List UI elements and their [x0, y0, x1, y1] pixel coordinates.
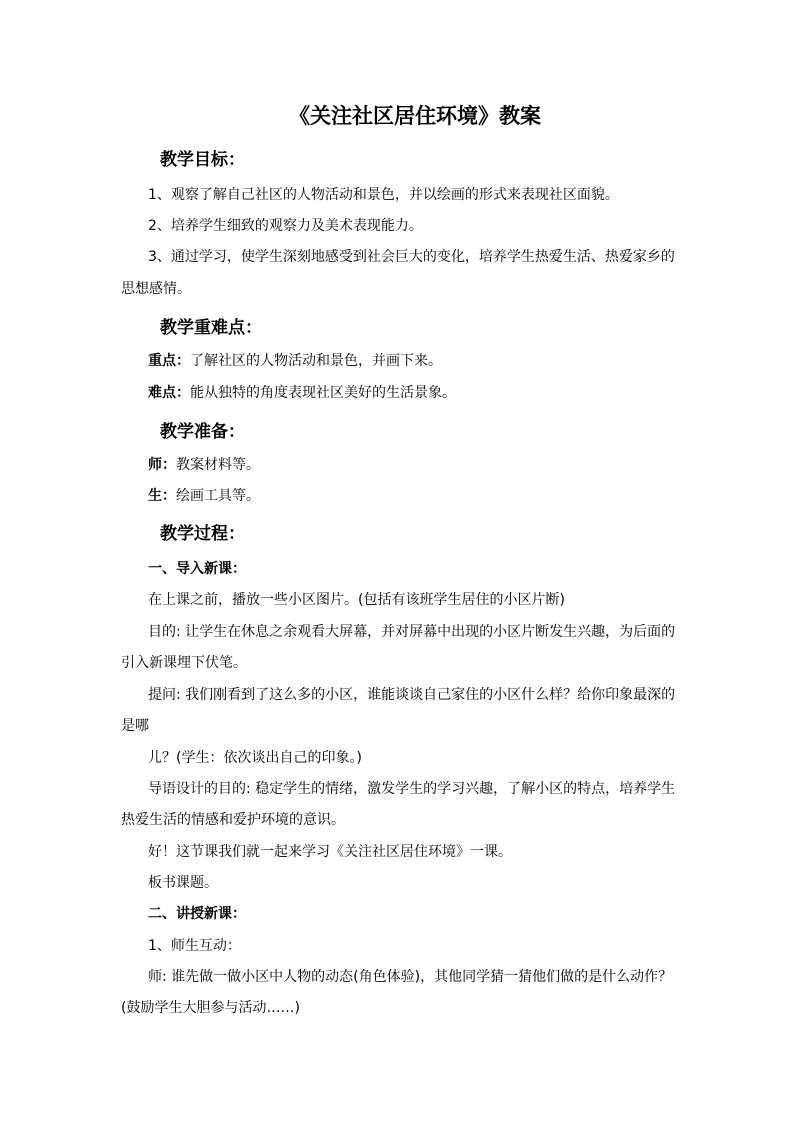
process-paragraph-5: 好！这节课我们就一起来学习《关注社区居住环境》一课。	[148, 844, 512, 860]
difficulty-label: 难点：	[148, 385, 190, 401]
sub-heading-1: 1、师生互动：	[148, 938, 241, 954]
process-paragraph-6: 板书课题。	[148, 875, 218, 891]
focus-line	[148, 351, 442, 371]
key-points-heading: 教学重难点：	[160, 318, 262, 338]
process-paragraph-4-line-2: 热爱生活的情感和爱护环境的意识。	[121, 812, 345, 828]
objective-item-2: 2、培养学生细致的观察力及美术表现能力。	[148, 218, 423, 234]
process-paragraph-7-line-1: 师: 谁先做一做小区中人物的动态(角色体验)，其他同学猜一猜他们做的是什么动作？	[148, 969, 673, 985]
process-paragraph-3-line-3: 儿？(学生：依次谈出自己的印象。)	[148, 750, 362, 766]
process-heading: 教学过程：	[160, 524, 245, 544]
process-paragraph-7-line-2: (鼓励学生大胆参与活动……)	[121, 1000, 300, 1016]
process-paragraph-2-line-2: 引入新课埋下伏笔。	[121, 655, 247, 671]
teacher-prep-line	[148, 455, 260, 475]
process-paragraph-2-line-1: 目的: 让学生在休息之余观看大屏幕，并对屏幕中出现的小区片断发生兴趣，为后面的	[148, 624, 676, 640]
objective-item-3-line-1: 3、通过学习，使学生深刻地感受到社会巨大的变化，培养学生热爱生活、热爱家乡的	[148, 249, 675, 265]
difficulty-line	[148, 383, 456, 403]
focus-label: 重点：	[148, 353, 190, 369]
preparation-heading: 教学准备：	[160, 422, 245, 442]
student-label: 生：	[148, 488, 176, 504]
objectives-heading: 教学目标：	[160, 150, 245, 170]
student-text: 绘画工具等。	[176, 488, 260, 504]
process-paragraph-4-line-1: 导语设计的目的: 稳定学生的情绪，激发学生的学习兴趣，了解小区的特点，培养学生	[148, 781, 676, 797]
part2-heading: 二、讲授新课：	[148, 906, 246, 922]
process-paragraph-1: 在上课之前，播放一些小区图片。(包括有该班学生居住的小区片断)	[148, 592, 565, 608]
objective-item-3-line-2: 思想感情。	[121, 281, 191, 297]
teacher-label: 师：	[148, 457, 176, 473]
part1-heading: 一、导入新课：	[148, 561, 246, 577]
student-prep-line	[148, 486, 260, 506]
teacher-text: 教案材料等。	[176, 457, 260, 473]
objective-item-1: 1、观察了解自己社区的人物活动和景色，并以绘画的形式来表现社区面貌。	[148, 187, 619, 203]
process-paragraph-3-line-2: 是哪	[121, 718, 149, 734]
difficulty-text: 能从独特的角度表现社区美好的生活景象。	[190, 385, 456, 401]
process-paragraph-3-line-1: 提问: 我们刚看到了这么多的小区，谁能谈谈自己家住的小区什么样？给你印象最深的	[148, 687, 676, 703]
document-title: 《关注社区居住环境》教案	[289, 103, 541, 128]
focus-text: 了解社区的人物活动和景色，并画下来。	[190, 353, 442, 369]
